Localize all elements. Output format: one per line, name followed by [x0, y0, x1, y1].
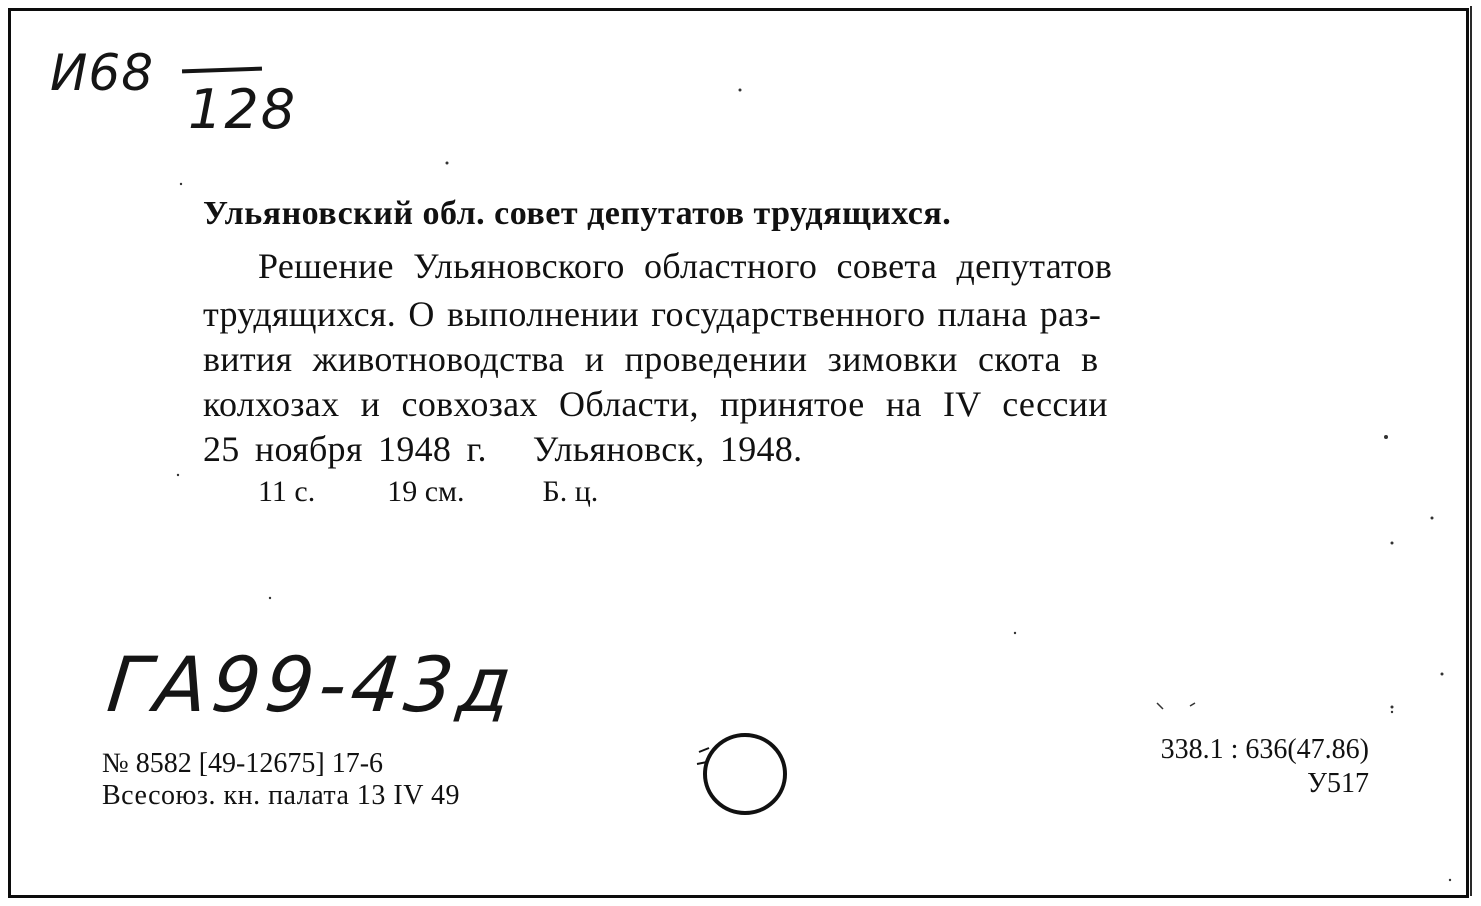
body-line-5: 25 ноября 1948 г. Ульяновск, 1948. [203, 429, 803, 469]
collation-size: 19 см. [387, 475, 465, 508]
collation-pages: 11 с. [258, 475, 316, 508]
card-heading: Ульяновский обл. совет депутатов трудящихся. [203, 195, 952, 232]
card-edge-shadow [1470, 6, 1472, 896]
body-line-2: трудящихся. О выполнении государственного плана раз- [203, 294, 1102, 334]
collation-price: Б. ц. [542, 475, 599, 508]
handwritten-accession-code: ГА99-43д [103, 640, 521, 729]
body-line-4: колхозах и совхозах Области, принятое на IV сессии [203, 384, 1108, 424]
body-line-1: Решение Ульяновского областного совета депутатов [258, 246, 1113, 286]
handwritten-shelf-prefix: И68 [50, 44, 155, 102]
udc-classification: 338.1 : 636(47.86) [1160, 734, 1369, 765]
body-line-3: вития животноводства и проведении зимовки скота в [203, 339, 1099, 379]
handwritten-shelf-denominator: 128 [188, 78, 298, 141]
book-chamber-stamp: Всесоюз. кн. палата 13 IV 49 [102, 780, 460, 811]
collation-line [258, 475, 598, 509]
circle-mark-icon [695, 730, 787, 818]
registration-number: № 8582 [49-12675] 17-6 [102, 748, 384, 779]
cutter-mark: У517 [1307, 768, 1369, 799]
